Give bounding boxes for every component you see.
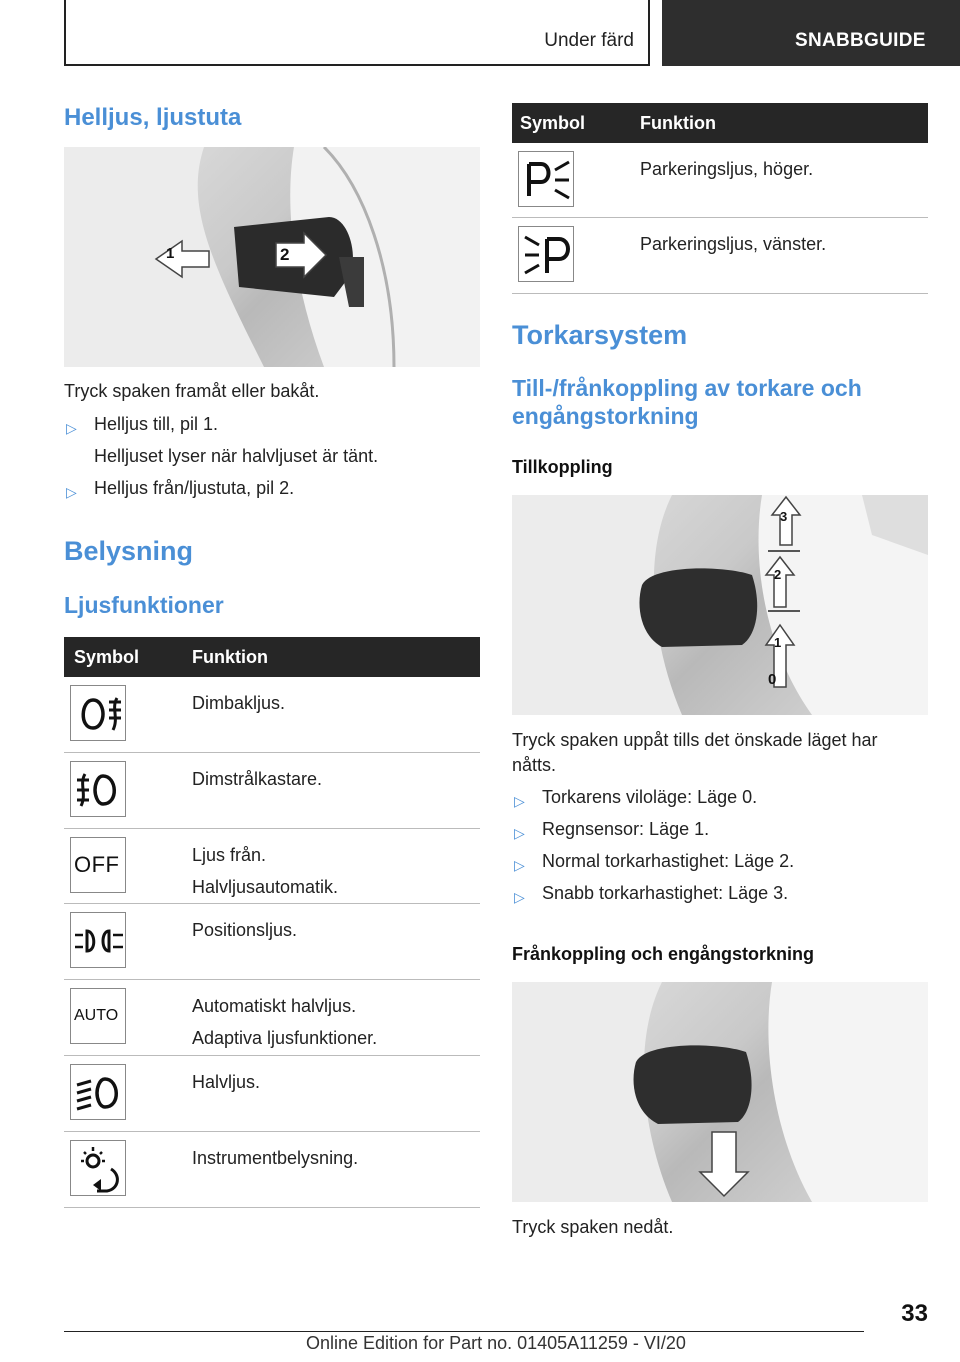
position-light-icon (70, 912, 126, 968)
figure-label-2: 2 (280, 245, 290, 264)
switch-on-text-line2: nåtts. (512, 755, 557, 775)
list-item: ▷ Regnsensor: Läge 1. (514, 816, 914, 844)
lighting-heading: Belysning (64, 536, 194, 566)
switch-off-heading: Frånkoppling och engångstorkning (512, 944, 815, 964)
table-row: AUTO Automatiskt halvljus. Adaptiva ljusfunktioner. (64, 980, 480, 1056)
list-item: ▷ Snabb torkarhastighet: Läge 3. (514, 880, 914, 908)
wiper-on-stalk-image (512, 495, 928, 715)
list-item: ▷ Helljus till, pil 1. Helljuset lyser när halvljuset är tänt. (66, 414, 379, 466)
bullet-triangle-icon: ▷ (66, 420, 77, 436)
footer-edition: Online Edition for Part no. 01405A11259 - VI/20 (306, 1333, 686, 1353)
high-beam-intro: Tryck spaken framåt eller bakåt. (64, 381, 320, 401)
table-row: Dimstrålkastare. (64, 753, 480, 829)
wiper-system-heading: Torkarsystem (512, 320, 688, 350)
switch-on-text-line1: Tryck spaken uppåt tills det önskade läget har (512, 730, 878, 750)
parking-lights-table (512, 103, 928, 294)
switch-off-text: Tryck spaken nedåt. (512, 1217, 674, 1237)
list-item: ▷ Helljus från/ljustuta, pil 2. (66, 475, 466, 503)
footer-divider (64, 1331, 864, 1332)
off-icon: OFF (70, 837, 126, 893)
figure-label-2: 2 (774, 567, 782, 582)
wiper-onoff-heading-line1: Till-/frånkoppling av torkare och (512, 375, 862, 401)
low-beam-icon (70, 1064, 126, 1120)
bullet-triangle-icon: ▷ (514, 889, 525, 905)
light-functions-heading: Ljusfunktioner (64, 592, 224, 618)
bullet-triangle-icon: ▷ (514, 857, 525, 873)
figure-label-0: 0 (768, 671, 777, 688)
list-item: ▷ Torkarens viloläge: Läge 0. (514, 784, 914, 812)
switch-on-heading: Tillkoppling (512, 457, 613, 477)
auto-icon: AUTO (70, 988, 126, 1044)
parking-light-right-icon (518, 151, 574, 207)
bullet-triangle-icon: ▷ (514, 793, 525, 809)
table-row: Parkeringsljus, vänster. (512, 218, 928, 294)
header-section-box (64, 0, 650, 66)
high-beam-stalk-image (64, 147, 480, 367)
table-row: Positionsljus. (64, 904, 480, 980)
table-row: Instrumentbelysning. (64, 1132, 480, 1208)
bullet-triangle-icon: ▷ (514, 825, 525, 841)
table-row: Parkeringsljus, höger. (512, 143, 928, 218)
high-beam-heading: Helljus, ljustuta (64, 104, 242, 131)
list-item: ▷ Normal torkarhastighet: Läge 2. (514, 848, 914, 876)
figure-label-3: 3 (780, 509, 788, 524)
parking-light-left-icon (518, 226, 574, 282)
table-row: Halvljus. (64, 1056, 480, 1132)
wiper-onoff-heading-line2: engångstorkning (512, 403, 699, 429)
table-row: OFF Ljus från. Halvljusautomatik. (64, 829, 480, 904)
header-guide-title: SNABBGUIDE (795, 30, 926, 51)
header-section-title: Under färd (544, 30, 634, 51)
page-number: 33 (901, 1300, 928, 1327)
figure-label-1: 1 (774, 635, 782, 650)
bullet-triangle-icon: ▷ (66, 484, 77, 500)
rear-fog-light-icon (70, 685, 126, 741)
wiper-off-stalk-image (512, 982, 928, 1202)
front-fog-light-icon (70, 761, 126, 817)
figure-label-1: 1 (166, 245, 175, 262)
table-header: Symbol Funktion (64, 637, 480, 677)
table-header: Symbol Funktion (512, 103, 928, 143)
light-functions-table (64, 637, 480, 1207)
instrument-lighting-icon (70, 1140, 126, 1196)
table-row: Dimbakljus. (64, 677, 480, 753)
